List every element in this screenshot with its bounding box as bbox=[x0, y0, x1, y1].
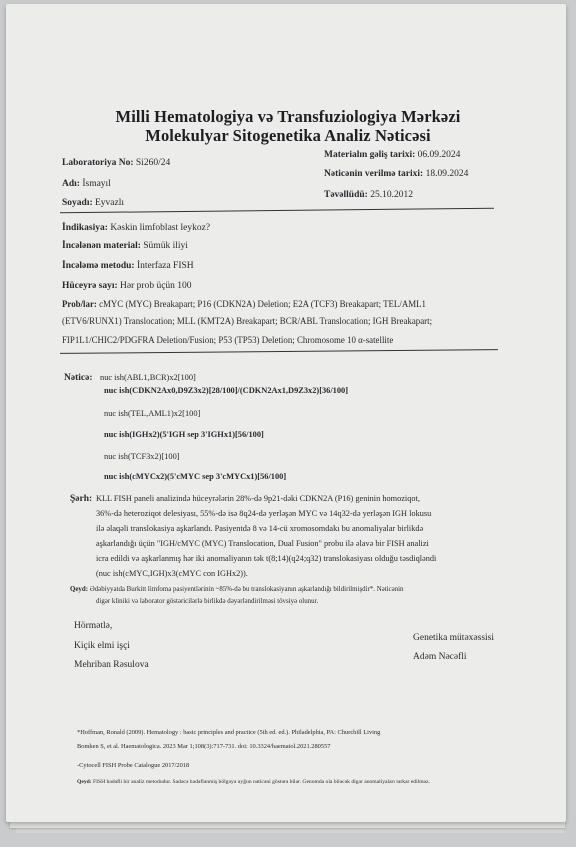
indication-label: İndikasiya: bbox=[62, 223, 108, 233]
surname-label: Soyadı: bbox=[62, 198, 93, 208]
signer-right-title: Genetika mütəxəssisi bbox=[413, 633, 494, 643]
result-line: nuc ish(cMYCx2)(5'cMYC sep 3'cMYCx1)[56/100] bbox=[104, 472, 287, 481]
probes-row bbox=[62, 299, 426, 309]
cells-value: Hər prob üçün 100 bbox=[120, 281, 192, 291]
surname-value: Eyvazlı bbox=[95, 198, 125, 208]
title-line-2: Molekulyar Sitogenetika Analiz Nəticəsi bbox=[145, 126, 431, 145]
name-value: İsmayıl bbox=[82, 179, 111, 189]
method-label: İncələmə metodu: bbox=[62, 261, 135, 271]
disclaimer-label: Qeyd: bbox=[77, 779, 92, 785]
result-line: nuc ish(IGHx2)(5'IGH sep 3'IGHx1)[56/100] bbox=[104, 430, 264, 439]
note-row bbox=[70, 586, 403, 593]
disclaimer-text: FISH hədəfli bir analiz metodudur. Sadəcə hədəflənmiş bölgəyə uyğun nəticəni göstərə bilər. Genomda ola biləcək digər anomaliyaları tərkar edilməz. bbox=[93, 779, 430, 785]
birth-value: 25.10.2012 bbox=[370, 190, 413, 200]
explanation-line: ilə əlaqəli translokasiya aşkarlandı. Pasiyentdə 8 və 14-cü xromosomdakı bu anomaliyalar birlikdə bbox=[96, 524, 424, 533]
material-date-value: 06.09.2024 bbox=[417, 150, 461, 160]
material-date-label: Materialın gəliş tarixi: bbox=[324, 150, 416, 160]
explanation-line: KLL FISH paneli analizində hüceyrələrin 28%-də 9p21-dəki CDKN2A (P16) geninin homoziqot, bbox=[96, 494, 420, 503]
results-label: Nəticə: bbox=[64, 373, 93, 383]
name-label: Adı: bbox=[62, 179, 80, 189]
explanation-line: aşkarlandığı üçün "IGH/cMYC (MYC) Translocation, Dual Fusion" probu ilə əlavə bir FISH analizi bbox=[96, 539, 429, 548]
signer-left-name: Mehriban Rəsulova bbox=[74, 660, 149, 670]
name-row bbox=[62, 179, 111, 189]
explanation-line: icra edildi və aşkarlanmış hər iki anomaliyanın tək t(8;14)(q24;q32) translokasiyası olduğu təsdiqləndi bbox=[96, 554, 437, 563]
probes-line-3: FIP1L1/CHIC2/PDGFRA Deletion/Fusion; P53 (TP53) Deletion; Chromosome 10 α-satellite bbox=[62, 335, 394, 345]
result-date-value: 18.09.2024 bbox=[425, 169, 469, 179]
material-value: Sümük iliyi bbox=[143, 241, 188, 251]
result-date-label: Nəticənin verilmə tarixi: bbox=[324, 169, 424, 179]
material-label: İncələnən material: bbox=[62, 241, 141, 251]
explanation-label: Şərh: bbox=[70, 494, 93, 504]
probes-line-2: (ETV6/RUNX1) Translocation; MLL (KMT2A) Breakapart; BCR/ABL Translocation; IGH Breakapart; bbox=[62, 316, 433, 326]
indication-value: Kəskin limfoblast leykoz? bbox=[110, 223, 211, 233]
footnote-ref-2: Bomken S, et al. Haematologica. 2023 Mar 1;108(3):717-731. doi: 10.3324/haematol.2021.280557 bbox=[77, 743, 331, 750]
result-date-row bbox=[324, 169, 468, 179]
method-row bbox=[62, 261, 194, 271]
signer-left-title: Kiçik elmi işçi bbox=[74, 641, 130, 651]
note-label: Qeyd: bbox=[70, 586, 88, 593]
signer-right-name: Adəm Nəcəfli bbox=[413, 652, 467, 662]
result-line: nuc ish(TCF3x2)[100] bbox=[104, 452, 180, 461]
explanation-line: (nuc ish(cMYC,IGH)x3(cMYC con IGHx2)). bbox=[96, 569, 248, 578]
method-value: İnterfaza FISH bbox=[136, 261, 194, 271]
result-line: nuc ish(ABL1,BCR)x2[100] bbox=[100, 373, 196, 382]
greeting: Hörmətlə, bbox=[74, 621, 113, 631]
lab-no-label: Laboratoriya No: bbox=[62, 158, 134, 168]
material-row bbox=[62, 241, 188, 251]
result-line: nuc ish(TEL,AML1)x2[100] bbox=[104, 409, 201, 418]
lab-no-value: Si260/24 bbox=[135, 158, 171, 168]
note-line-1: Ədəbiyyatda Burkitt limfoma pasiyentlərinin ~85%-də bu translokasiyanın aşkarlandığı bildirilmişdir*. Nəticənin bbox=[89, 586, 404, 593]
surname-row bbox=[62, 198, 124, 208]
explanation-line: 36%-də heteroziqot delesiyası, 55%-də isə 8q24-də yerləşən MYC və 14q32-də yerləşən IGH lokusu bbox=[96, 509, 432, 518]
birth-label: Təvəllüdü: bbox=[324, 190, 368, 200]
result-line: nuc ish(CDKN2Ax0,D9Z3x2)[28/100]/(CDKN2Ax1,D9Z3x2)[36/100] bbox=[104, 386, 349, 395]
probes-line-1: cMYC (MYC) Breakapart; P16 (CDKN2A) Deletion; E2A (TCF3) Breakapart; TEL/AML1 bbox=[99, 299, 426, 309]
lab-no-row bbox=[62, 158, 170, 168]
probes-label: Prob/lar: bbox=[62, 299, 97, 309]
indication-row bbox=[62, 223, 210, 233]
footnote-ref-1: *Hoffman, Ronald (2009). Hematology : basic principles and practice (5th ed. ed.). Philadelphia, PA: Churchill Living bbox=[77, 729, 381, 736]
footnote-disclaimer bbox=[77, 779, 430, 785]
birth-row bbox=[324, 190, 413, 200]
cells-label: Hüceyrə sayı: bbox=[62, 281, 118, 291]
note-line-2: digər kliniki və laborator göstəricilərlə birlikdə dəyərləndirilməsi tövsiyə olunur. bbox=[96, 598, 319, 605]
footnote-ref-3: -Cytocell FISH Probe Catalogue 2017/2018 bbox=[77, 762, 190, 769]
title-line-1: Milli Hematologiya və Transfuziologiya Mərkəzi bbox=[115, 107, 461, 126]
material-date-row bbox=[324, 150, 460, 160]
cells-row bbox=[62, 281, 192, 291]
